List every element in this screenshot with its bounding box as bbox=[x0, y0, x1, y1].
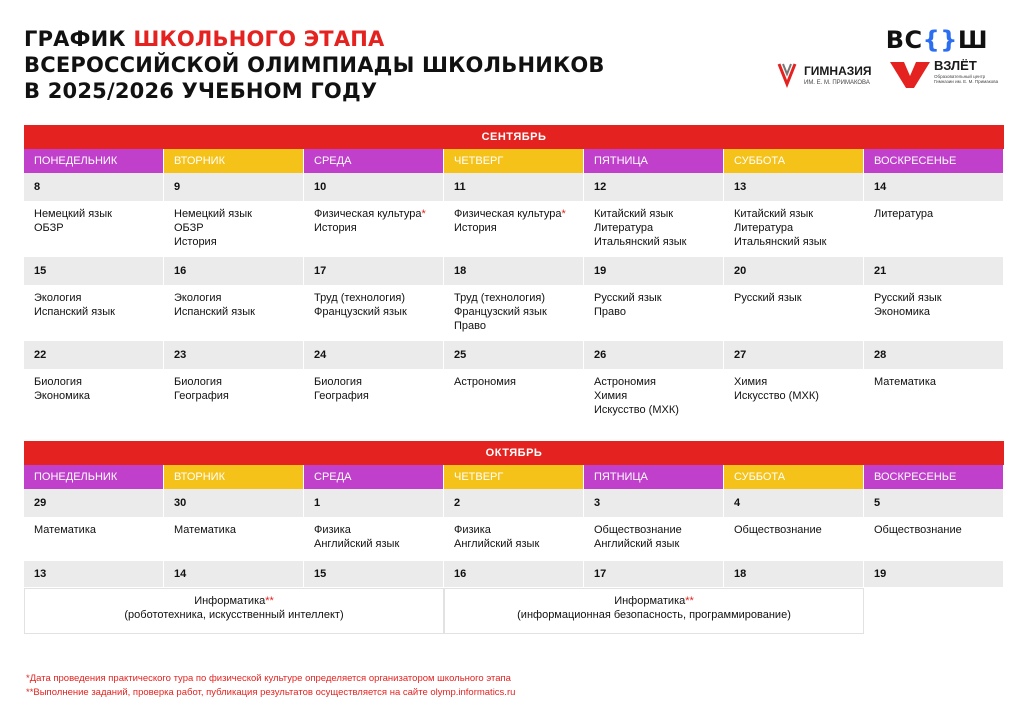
subject-list bbox=[444, 369, 583, 425]
day-cell bbox=[864, 561, 1004, 587]
day-cell bbox=[444, 561, 584, 587]
subject-item bbox=[594, 207, 723, 221]
subject-name: Литература bbox=[734, 222, 794, 234]
day-number: 27 bbox=[724, 341, 863, 369]
day-cell bbox=[304, 489, 444, 561]
day-cell bbox=[584, 341, 724, 425]
subject-item bbox=[34, 207, 163, 221]
subject-list bbox=[864, 517, 1003, 561]
subject-list bbox=[864, 201, 1003, 257]
subject-item bbox=[454, 291, 583, 305]
title-line2: ВСЕРОССИЙСКОЙ ОЛИМПИАДЫ ШКОЛЬНИКОВ bbox=[24, 53, 605, 77]
subject-name: Экология bbox=[174, 292, 222, 304]
subject-item bbox=[174, 305, 303, 319]
informatics-detail: (робототехника, искусственный интеллект) bbox=[124, 609, 344, 621]
gymnasium-mark-icon bbox=[776, 60, 798, 88]
subject-item bbox=[734, 389, 863, 403]
subject-list bbox=[724, 201, 863, 257]
subject-list bbox=[304, 369, 443, 425]
day-cell bbox=[24, 561, 164, 587]
informatics-block-1 bbox=[24, 588, 444, 634]
subject-name: Экология bbox=[34, 292, 82, 304]
subject-name: Немецкий язык bbox=[174, 208, 252, 220]
day-cell bbox=[444, 257, 584, 341]
weekday-wednesday: СРЕДА bbox=[304, 465, 444, 489]
subject-item bbox=[454, 305, 583, 319]
subject-name: Французский язык bbox=[314, 306, 407, 318]
page-title bbox=[24, 26, 605, 104]
subject-item bbox=[454, 221, 583, 235]
subject-item bbox=[594, 291, 723, 305]
month-october: ОКТЯБРЬ bbox=[24, 441, 1004, 465]
subject-list bbox=[24, 517, 163, 561]
subject-name: История bbox=[174, 236, 217, 248]
subject-item bbox=[34, 305, 163, 319]
day-number: 14 bbox=[164, 561, 303, 587]
subject-item bbox=[174, 375, 303, 389]
subject-item bbox=[874, 207, 1003, 221]
subject-list bbox=[724, 517, 863, 561]
day-number: 22 bbox=[24, 341, 163, 369]
day-cell bbox=[864, 341, 1004, 425]
subject-item bbox=[314, 305, 443, 319]
vsosh-left: ВС bbox=[885, 26, 923, 54]
subject-item bbox=[454, 375, 583, 389]
subject-name: Право bbox=[454, 320, 486, 332]
informatics-title: Информатика bbox=[194, 595, 266, 607]
subject-name: Литература bbox=[874, 208, 934, 220]
subject-name: Испанский язык bbox=[174, 306, 255, 318]
footnote-star: * bbox=[421, 208, 426, 220]
day-number: 28 bbox=[864, 341, 1003, 369]
subject-name: Испанский язык bbox=[34, 306, 115, 318]
subject-name: Искусство (МХК) bbox=[734, 390, 819, 402]
informatics-row bbox=[24, 588, 1004, 634]
subject-item bbox=[314, 291, 443, 305]
vzlet-mark-icon bbox=[890, 60, 930, 88]
subject-item bbox=[734, 375, 863, 389]
day-cell bbox=[164, 341, 304, 425]
subject-name: Немецкий язык bbox=[34, 208, 112, 220]
subject-name: Обществознание bbox=[874, 524, 962, 536]
subject-list bbox=[444, 517, 583, 561]
subject-list bbox=[584, 285, 723, 341]
day-number: 15 bbox=[304, 561, 443, 587]
day-cell bbox=[24, 341, 164, 425]
subject-item bbox=[34, 221, 163, 235]
subject-name: Право bbox=[594, 306, 626, 318]
subject-name: История bbox=[314, 222, 357, 234]
day-number: 18 bbox=[444, 257, 583, 285]
day-number: 26 bbox=[584, 341, 723, 369]
footnote-star: * bbox=[561, 208, 566, 220]
weekday-sunday: ВОСКРЕСЕНЬЕ bbox=[864, 149, 1004, 173]
day-number: 13 bbox=[724, 173, 863, 201]
subject-list bbox=[584, 201, 723, 257]
weekday-monday: ПОНЕДЕЛЬНИК bbox=[24, 465, 164, 489]
day-cell bbox=[304, 257, 444, 341]
subject-list bbox=[584, 517, 723, 561]
day-cell bbox=[164, 489, 304, 561]
day-cell bbox=[444, 341, 584, 425]
subject-item bbox=[734, 523, 863, 537]
subject-item bbox=[174, 235, 303, 249]
title-accent: ШКОЛЬНОГО ЭТАПА bbox=[133, 27, 385, 51]
subject-item bbox=[174, 221, 303, 235]
weekday-saturday: СУББОТА bbox=[724, 465, 864, 489]
day-number: 23 bbox=[164, 341, 303, 369]
day-cell bbox=[24, 257, 164, 341]
day-number: 3 bbox=[584, 489, 723, 517]
subject-list bbox=[724, 369, 863, 425]
subject-list bbox=[444, 285, 583, 341]
weekday-sunday: ВОСКРЕСЕНЬЕ bbox=[864, 465, 1004, 489]
subject-item bbox=[594, 537, 723, 551]
subject-item bbox=[34, 389, 163, 403]
weekday-thursday: ЧЕТВЕРГ bbox=[444, 465, 584, 489]
day-number: 15 bbox=[24, 257, 163, 285]
title-part1: ГРАФИК bbox=[24, 27, 134, 51]
weekday-thursday: ЧЕТВЕРГ bbox=[444, 149, 584, 173]
subject-name: Труд (технология) bbox=[454, 292, 546, 304]
day-number: 1 bbox=[304, 489, 443, 517]
weekday-tuesday: ВТОРНИК bbox=[164, 465, 304, 489]
subject-name: География bbox=[314, 390, 369, 402]
subject-name: Математика bbox=[874, 376, 936, 388]
subject-item bbox=[594, 305, 723, 319]
day-cell bbox=[724, 561, 864, 587]
day-number: 11 bbox=[444, 173, 583, 201]
subject-item bbox=[454, 537, 583, 551]
subject-name: Биология bbox=[174, 376, 223, 388]
footnotes bbox=[26, 672, 515, 700]
day-number: 9 bbox=[164, 173, 303, 201]
subject-item bbox=[314, 389, 443, 403]
day-cell bbox=[584, 257, 724, 341]
informatics-title: Информатика bbox=[614, 595, 686, 607]
day-number: 19 bbox=[584, 257, 723, 285]
day-cell bbox=[164, 257, 304, 341]
vzlet-name: ВЗЛЁТ bbox=[934, 58, 977, 73]
subject-item bbox=[594, 221, 723, 235]
subject-item bbox=[734, 235, 863, 249]
day-cell bbox=[864, 489, 1004, 561]
subject-item bbox=[314, 207, 443, 221]
subject-item bbox=[174, 389, 303, 403]
vsosh-mid: {} bbox=[922, 26, 958, 54]
vsosh-logo bbox=[886, 26, 988, 54]
subject-item bbox=[874, 523, 1003, 537]
informatics-block-2 bbox=[444, 588, 864, 634]
subject-name: Английский язык bbox=[314, 538, 400, 550]
subject-list bbox=[164, 285, 303, 341]
subject-name: Русский язык bbox=[874, 292, 942, 304]
day-number: 29 bbox=[24, 489, 163, 517]
subject-list bbox=[584, 369, 723, 425]
day-cell bbox=[864, 173, 1004, 257]
informatics-stars: ** bbox=[265, 595, 274, 607]
day-number: 24 bbox=[304, 341, 443, 369]
informatics-empty bbox=[864, 588, 1004, 634]
subject-item bbox=[594, 235, 723, 249]
informatics-stars: ** bbox=[685, 595, 694, 607]
day-cell bbox=[24, 489, 164, 561]
subject-name: Химия bbox=[734, 376, 768, 388]
subject-name: Труд (технология) bbox=[314, 292, 406, 304]
day-cell bbox=[724, 489, 864, 561]
subject-item bbox=[874, 291, 1003, 305]
day-cell bbox=[304, 561, 444, 587]
day-cell bbox=[864, 257, 1004, 341]
day-cell bbox=[164, 173, 304, 257]
subject-name: Физика bbox=[454, 524, 491, 536]
day-cell bbox=[724, 341, 864, 425]
subject-item bbox=[874, 305, 1003, 319]
day-number: 8 bbox=[24, 173, 163, 201]
subject-name: Астрономия bbox=[594, 376, 656, 388]
subject-name: Физика bbox=[314, 524, 351, 536]
day-cell bbox=[584, 561, 724, 587]
gymnasium-sub: ИМ. Е. М. ПРИМАКОВА bbox=[804, 80, 870, 86]
footnote-2: **Выполнение заданий, проверка работ, публикация результатов осуществляется на сайте olymp.informatics.ru bbox=[26, 687, 516, 698]
subject-item bbox=[454, 207, 583, 221]
day-cell bbox=[304, 173, 444, 257]
subject-item bbox=[454, 523, 583, 537]
day-cell bbox=[584, 489, 724, 561]
day-number: 2 bbox=[444, 489, 583, 517]
day-number: 5 bbox=[864, 489, 1003, 517]
subject-list bbox=[24, 369, 163, 425]
subject-item bbox=[874, 375, 1003, 389]
day-cell bbox=[304, 341, 444, 425]
subject-item bbox=[734, 291, 863, 305]
weekday-saturday: СУББОТА bbox=[724, 149, 864, 173]
subject-name: Русский язык bbox=[734, 292, 802, 304]
subject-list bbox=[444, 201, 583, 257]
subject-name: ОБЗР bbox=[34, 222, 64, 234]
vzlet-sub: Образовательный центр Гимназии им. Е. М. Примакова bbox=[934, 74, 999, 84]
weekday-tuesday: ВТОРНИК bbox=[164, 149, 304, 173]
weekday-friday: ПЯТНИЦА bbox=[584, 465, 724, 489]
day-number: 4 bbox=[724, 489, 863, 517]
subject-name: ОБЗР bbox=[174, 222, 204, 234]
day-number: 21 bbox=[864, 257, 1003, 285]
subject-list bbox=[164, 201, 303, 257]
subject-item bbox=[174, 291, 303, 305]
weekday-monday: ПОНЕДЕЛЬНИК bbox=[24, 149, 164, 173]
subject-list bbox=[864, 369, 1003, 425]
day-number: 17 bbox=[304, 257, 443, 285]
day-number: 17 bbox=[584, 561, 723, 587]
day-cell bbox=[724, 257, 864, 341]
subject-name: Экономика bbox=[34, 390, 91, 402]
subject-item bbox=[314, 537, 443, 551]
day-cell bbox=[24, 173, 164, 257]
subject-name: Биология bbox=[314, 376, 363, 388]
subject-list bbox=[24, 285, 163, 341]
day-number: 10 bbox=[304, 173, 443, 201]
subject-item bbox=[174, 207, 303, 221]
subject-name: Математика bbox=[34, 524, 96, 536]
subject-name: Китайский язык bbox=[594, 208, 674, 220]
weekday-friday: ПЯТНИЦА bbox=[584, 149, 724, 173]
weekday-header-october bbox=[24, 465, 1004, 489]
subject-name: Физическая культура bbox=[454, 208, 562, 220]
subject-item bbox=[734, 207, 863, 221]
day-cell bbox=[584, 173, 724, 257]
day-number: 20 bbox=[724, 257, 863, 285]
subject-name: Русский язык bbox=[594, 292, 662, 304]
subject-list bbox=[864, 285, 1003, 341]
subject-name: Обществознание bbox=[734, 524, 822, 536]
month-september: СЕНТЯБРЬ bbox=[24, 125, 1004, 149]
subject-list bbox=[304, 517, 443, 561]
subject-list bbox=[304, 201, 443, 257]
subject-item bbox=[34, 375, 163, 389]
subject-name: Астрономия bbox=[454, 376, 516, 388]
subject-name: Искусство (МХК) bbox=[594, 404, 679, 416]
day-number: 16 bbox=[444, 561, 583, 587]
subject-list bbox=[304, 285, 443, 341]
day-number: 16 bbox=[164, 257, 303, 285]
subject-item bbox=[594, 403, 723, 417]
day-number: 14 bbox=[864, 173, 1003, 201]
subject-name: Химия bbox=[594, 390, 628, 402]
subject-name: История bbox=[454, 222, 497, 234]
subject-name: География bbox=[174, 390, 229, 402]
day-number: 13 bbox=[24, 561, 163, 587]
subject-name: Биология bbox=[34, 376, 83, 388]
weekday-wednesday: СРЕДА bbox=[304, 149, 444, 173]
informatics-detail: (информационная безопасность, программирование) bbox=[517, 609, 791, 621]
logos bbox=[770, 22, 1010, 102]
subject-item bbox=[594, 375, 723, 389]
subject-name: Китайский язык bbox=[734, 208, 814, 220]
subject-item bbox=[314, 221, 443, 235]
weekday-header-september bbox=[24, 149, 1004, 173]
october-calendar bbox=[24, 489, 1004, 561]
subject-list bbox=[724, 285, 863, 341]
day-number: 12 bbox=[584, 173, 723, 201]
subject-name: Физическая культура bbox=[314, 208, 422, 220]
day-cell bbox=[444, 173, 584, 257]
day-number: 25 bbox=[444, 341, 583, 369]
subject-item bbox=[174, 523, 303, 537]
gymnasium-name: ГИМНАЗИЯ bbox=[804, 64, 872, 78]
subject-list bbox=[164, 517, 303, 561]
subject-name: Обществознание bbox=[594, 524, 682, 536]
subject-item bbox=[734, 221, 863, 235]
subject-item bbox=[34, 523, 163, 537]
day-cell bbox=[164, 561, 304, 587]
footnote-1: *Дата проведения практического тура по физической культуре определяется организатором школьного этапа bbox=[26, 673, 511, 684]
day-number: 30 bbox=[164, 489, 303, 517]
vzlet-logo bbox=[890, 56, 1010, 96]
subject-name: Итальянский язык bbox=[734, 236, 827, 248]
gymnasium-logo bbox=[776, 60, 886, 94]
title-line3: В 2025/2026 УЧЕБНОМ ГОДУ bbox=[24, 79, 378, 103]
subject-list bbox=[24, 201, 163, 257]
vsosh-right: Ш bbox=[957, 26, 988, 54]
subject-item bbox=[314, 523, 443, 537]
day-cell bbox=[724, 173, 864, 257]
subject-list bbox=[164, 369, 303, 425]
subject-item bbox=[314, 375, 443, 389]
subject-name: Итальянский язык bbox=[594, 236, 687, 248]
day-number: 19 bbox=[864, 561, 1003, 587]
september-calendar bbox=[24, 173, 1004, 425]
subject-item bbox=[454, 319, 583, 333]
subject-name: Экономика bbox=[874, 306, 931, 318]
october-week2-days bbox=[24, 561, 1004, 587]
subject-item bbox=[594, 389, 723, 403]
subject-name: Английский язык bbox=[454, 538, 540, 550]
subject-item bbox=[34, 291, 163, 305]
subject-item bbox=[594, 523, 723, 537]
day-cell bbox=[444, 489, 584, 561]
day-number: 18 bbox=[724, 561, 863, 587]
subject-name: Английский язык bbox=[594, 538, 680, 550]
subject-name: Математика bbox=[174, 524, 236, 536]
subject-name: Литература bbox=[594, 222, 654, 234]
subject-name: Французский язык bbox=[454, 306, 547, 318]
